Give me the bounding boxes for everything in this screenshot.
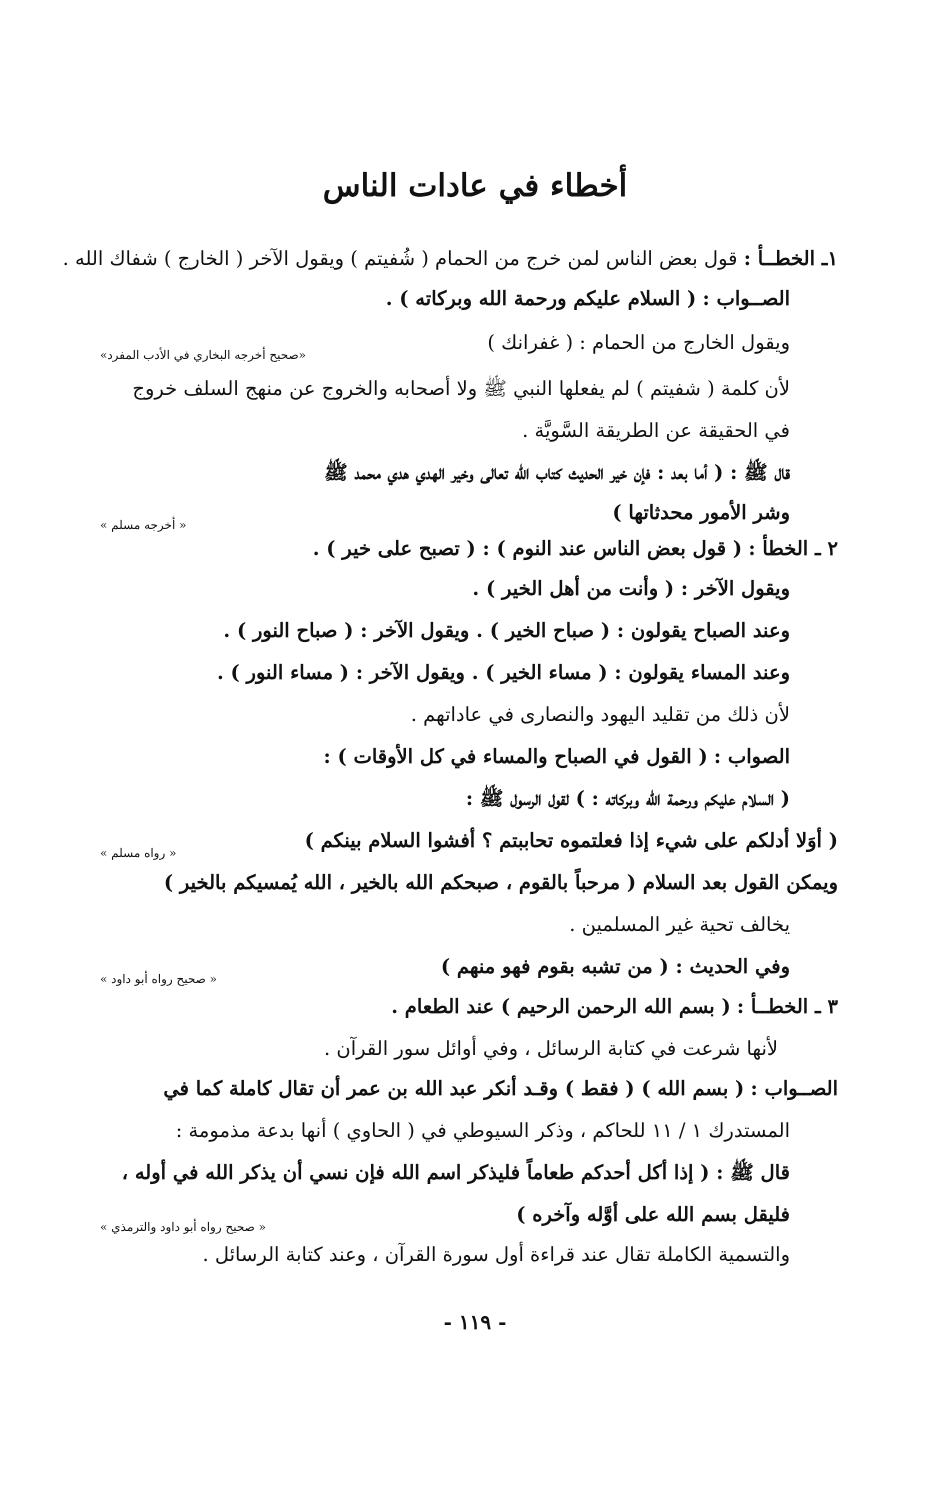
section-1-line-3 [100, 324, 790, 362]
correct-label: الصــواب : [702, 287, 790, 310]
section-3-line-7 [100, 1236, 790, 1274]
section-3-line-6 [100, 1196, 790, 1234]
section-text: ( بسم الله الرحمن الرحيم ) عند الطعام . [391, 995, 731, 1018]
section-2-line-9 [100, 864, 838, 902]
source-citation: « رواه مسلم » [100, 846, 177, 860]
section-3-line-2 [100, 1030, 778, 1068]
section-3-line-1 [100, 988, 838, 1026]
error-label: ٢ ـ الخطأ : [748, 537, 838, 560]
section-text: وعند الصباح يقولون : ( صباح الخير ) . ويقول الآخر : ( صباح النور ) . [223, 619, 790, 642]
section-text: ويقول الآخر : ( وأنت من أهل الخير ) . [472, 577, 790, 600]
section-text: ( قول بعض الناس عند النوم ) : ( تصبح على خير ) . [312, 537, 743, 560]
section-1-line-4 [100, 370, 790, 408]
source-citation: « صحيح رواه أبو داود والترمذي » [100, 1220, 266, 1234]
section-text: فليقل بسم الله على أوَّله وآخره ) [516, 1203, 790, 1226]
section-1-line-6 [100, 454, 790, 492]
section-text: في الحقيقة عن الطريقة السَّويَّة . [522, 419, 790, 442]
section-3-line-5 [100, 1154, 790, 1192]
section-text: ( أوَلا أدلكم على شيء إذا فعلتموه تحاببتم ؟ أفشوا السلام بينكم ) [304, 829, 838, 852]
section-text: لأنها شرعت في كتابة الرسائل ، وفي أوائل سور القرآن . [324, 1037, 778, 1060]
section-2-line-3 [100, 612, 790, 650]
section-text: وعند المساء يقولون : ( مساء الخير ) . ويقول الآخر : ( مساء النور ) . [216, 661, 790, 684]
section-1-line-1 [62, 240, 838, 278]
section-text: قال ﷺ : ( أما بعد : فإن خير الحديث كتاب الله تعالى وخير الهدي هدي محمد ﷺ [324, 461, 790, 484]
section-2-line-6 [100, 738, 790, 776]
section-2-line-1 [100, 530, 838, 568]
section-text: لأن ذلك من تقليد اليهود والنصارى في عاداتهم . [410, 703, 790, 726]
section-1-line-7 [100, 494, 790, 532]
section-text: قول بعض الناس لمن خرج من الحمام ( شُفيتم ) ويقول الآخر ( الخارج ) شفاك الله . [62, 247, 738, 270]
section-text: ( السلام عليكم ورحمة الله وبركاته : ) لقول الرسول ﷺ : [465, 787, 790, 810]
section-text: ( السلام عليكم ورحمة الله وبركاته ) . [385, 287, 697, 310]
section-2-line-11 [100, 948, 790, 986]
section-text: قال ﷺ : ( إذا أكل أحدكم طعاماً فليذكر اسم الله فإن نسي أن يذكر الله في أوله ، [121, 1161, 790, 1184]
section-text: ( بسم الله ) ( فقط ) وقـد أنكر عبد الله بن عمر أن تقال كاملة كما في [163, 1077, 745, 1100]
section-1-line-2 [100, 280, 790, 318]
section-2-line-2 [100, 570, 790, 608]
section-text: يخالف تحية غير المسلمين . [569, 913, 790, 936]
section-2-line-5 [100, 696, 790, 734]
section-2-line-10 [100, 906, 790, 944]
section-text: ( القول في الصباح والمساء في كل الأوقات ) : [323, 745, 708, 768]
section-text: المستدرك ١ / ١١ للحاكم ، وذكر السيوطي في ( الحاوي ) أنها بدعة مذمومة : [175, 1119, 790, 1142]
page-title: أخطاء في عادات الناس [322, 168, 628, 204]
section-1-line-5 [100, 412, 790, 450]
error-label: ١ـ الخطــأ : [743, 247, 838, 270]
correct-label: الصواب : [713, 745, 790, 768]
section-2-line-7 [100, 780, 790, 818]
error-label: ٣ ـ الخطــأ : [736, 995, 838, 1018]
source-citation: « أخرجه مسلم » [100, 518, 187, 532]
section-3-line-4 [100, 1112, 790, 1150]
page-number: - ١١٩ - [443, 1310, 507, 1334]
correct-label: الصــواب : [750, 1077, 838, 1100]
source-citation: « صحيح رواه أبو داود » [100, 972, 217, 986]
section-text: لأن كلمة ( شفيتم ) لم يفعلها النبي ﷺ ولا أصحابه والخروج عن منهج السلف خروج [132, 377, 790, 400]
section-text: وفي الحديث : ( من تشبه بقوم فهو منهم ) [440, 955, 790, 978]
section-2-line-8 [100, 822, 838, 860]
source-citation: «صحيح أخرجه البخاري في الأدب المفرد» [100, 348, 307, 362]
section-2-line-4 [100, 654, 790, 692]
section-text: ويقول الخارج من الحمام : ( غفرانك ) [487, 331, 790, 354]
section-3-line-3 [100, 1070, 838, 1108]
section-text: وشر الأمور محدثاتها ) [612, 501, 790, 524]
section-text: ويمكن القول بعد السلام ( مرحباً بالقوم ، صبحكم الله بالخير ، الله يُمسيكم بالخير ) [163, 871, 838, 894]
section-text: والتسمية الكاملة تقال عند قراءة أول سورة القرآن ، وعند كتابة الرسائل . [202, 1243, 790, 1266]
